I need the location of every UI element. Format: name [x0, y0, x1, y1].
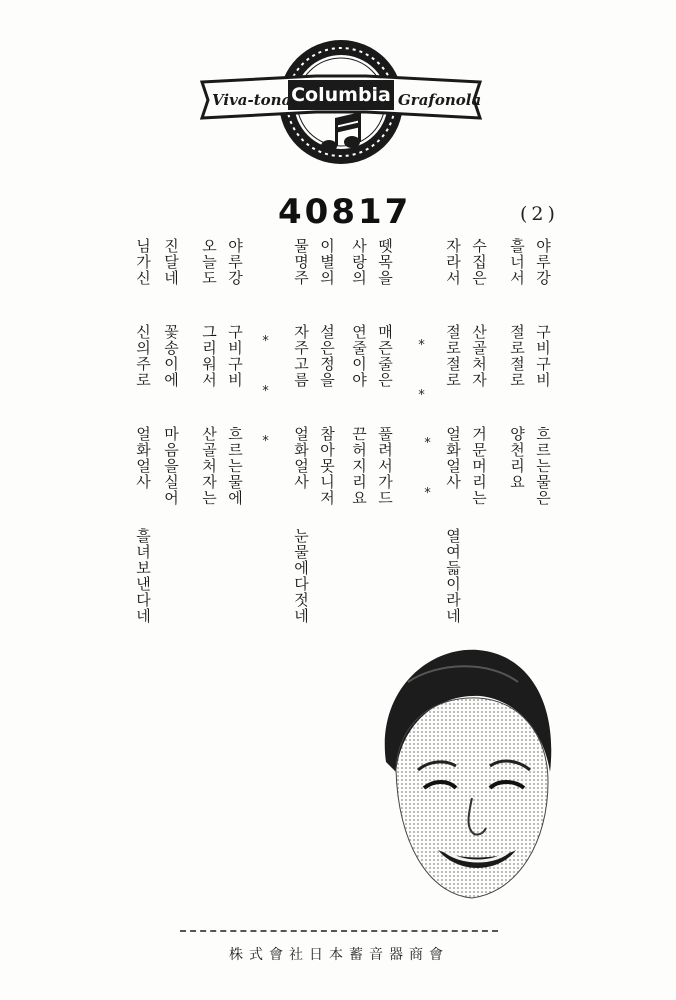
lyric-line: 자라서 절로절로 얼화얼사 열여듧이라네	[444, 238, 462, 624]
logo-center-text: Columbia	[291, 84, 391, 106]
verse-separator: * *	[414, 338, 429, 413]
lyric-line: 진달네 꽃송이에 마음을실어	[162, 238, 180, 506]
lyrics-block	[130, 238, 550, 638]
page-number: (2)	[520, 203, 559, 225]
footer-divider	[180, 930, 498, 932]
columbia-logo	[196, 34, 486, 170]
lyric-line: 오늘도 그리워서 산골처자는	[200, 238, 218, 506]
logo-right-text: Grafonola	[398, 91, 482, 109]
lyric-line: 이별의 설은정을 참아못니저	[318, 238, 336, 506]
lyric-line: 수집은 산골처자 거문머리는	[470, 238, 488, 506]
company-name: 株式會社日本蓄音器商會	[229, 947, 449, 963]
lyric-line: 흘너서 절로절로 양천리요	[508, 238, 526, 490]
logo-left-text: Viva-tonal	[212, 91, 297, 109]
verse-separator: * *	[420, 436, 435, 511]
verse-separator: * * *	[258, 334, 273, 459]
lyric-line: 님가신 신의주로 얼화얼사 흘녀보낸다네	[134, 238, 152, 624]
singer-portrait	[368, 642, 558, 904]
lyric-line: 야루강 구비구비 흐르는물에	[226, 238, 244, 506]
lyric-line: 야루강 구비구비 흐르는물은	[534, 238, 552, 506]
lyric-line: 물명주 자주고름 얼화얼사 눈물에다젓네	[292, 238, 310, 624]
record-number: 40817	[278, 192, 412, 232]
lyric-line: 뗏목을 매즌줄은 풀려서가드	[376, 238, 394, 506]
lyric-line: 사랑의 연줄이야 끈허지리요	[350, 238, 368, 506]
